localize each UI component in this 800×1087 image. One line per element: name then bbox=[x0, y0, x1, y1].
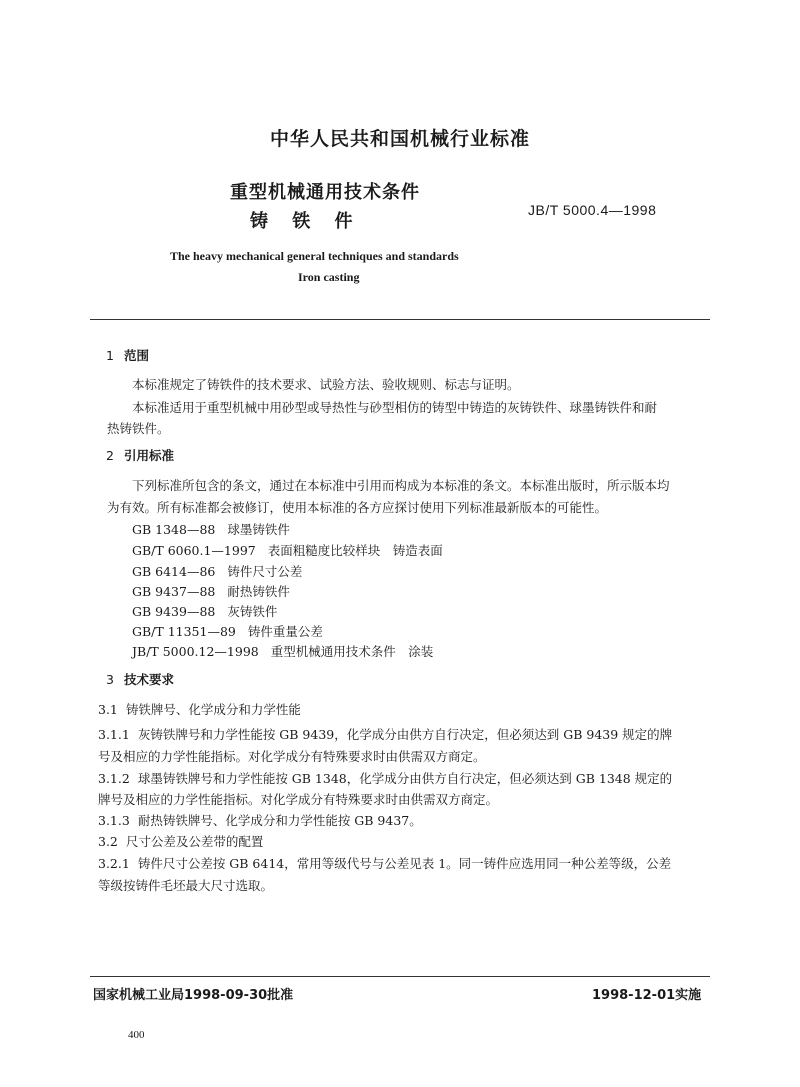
section-3-heading bbox=[106, 670, 174, 688]
clause-text: 铸件尺寸公差按 GB 6414，常用等级代号与公差见表 1。同一铸件应选用同一种公差等级，公差 bbox=[137, 856, 672, 871]
clause-continuation: 号及相应的力学性能指标。对化学成分有特殊要求时由供需双方商定。 bbox=[98, 749, 486, 764]
section-title: 范围 bbox=[123, 348, 149, 363]
section-number: 3 bbox=[106, 672, 114, 687]
standard-number: JB/T 5000.4—1998 bbox=[528, 202, 657, 218]
reference-item bbox=[132, 582, 290, 600]
clause-3-1 bbox=[98, 700, 301, 718]
document-title: 重型机械通用技术条件 bbox=[230, 182, 420, 203]
clause-text: 铸铁牌号、化学成分和力学性能 bbox=[125, 702, 301, 717]
clause-text: 球墨铸铁牌号和力学性能按 GB 1348，化学成分由供方自行决定，但必须达到 GB 1348 规定的 bbox=[137, 771, 673, 786]
reference-item bbox=[132, 520, 290, 538]
reference-code: GB/T 6060.1—1997 bbox=[132, 543, 256, 558]
clause-number: 3.1.2 bbox=[98, 771, 130, 786]
section-2-heading bbox=[106, 446, 174, 464]
reference-item bbox=[132, 541, 443, 559]
document-subtitle: 铸 铁 件 bbox=[250, 211, 355, 232]
reference-title: 灰铸铁件 bbox=[227, 604, 278, 619]
paragraph-continuation: 为有效。所有标准都会被修订，使用本标准的各方应探讨使用下列标准最新版本的可能性。 bbox=[107, 500, 608, 515]
section-title: 技术要求 bbox=[123, 672, 174, 687]
clause-number: 3.2.1 bbox=[98, 856, 130, 871]
section-title: 引用标准 bbox=[123, 448, 174, 463]
english-subtitle: Iron casting bbox=[298, 270, 360, 284]
reference-code: GB/T 11351—89 bbox=[132, 624, 236, 639]
reference-code: GB 9437—88 bbox=[132, 584, 216, 599]
page-number: 400 bbox=[128, 1029, 145, 1041]
clause-text: 尺寸公差及公差带的配置 bbox=[125, 834, 264, 849]
paragraph-continuation: 热铸铁件。 bbox=[107, 421, 170, 436]
clause-number: 3.1.3 bbox=[98, 813, 130, 828]
reference-title: 重型机械通用技术条件 涂装 bbox=[270, 644, 434, 659]
clause-3-2-1 bbox=[98, 854, 671, 872]
reference-item bbox=[132, 602, 277, 620]
reference-code: JB/T 5000.12—1998 bbox=[132, 644, 259, 659]
reference-item bbox=[132, 622, 323, 640]
reference-code: GB 1348—88 bbox=[132, 522, 216, 537]
clause-number: 3.1.1 bbox=[98, 727, 130, 742]
paragraph: 本标准适用于重型机械中用砂型或导热性与砂型相仿的铸型中铸造的灰铸铁件、球墨铸铁件和耐 bbox=[132, 400, 658, 415]
english-title: The heavy mechanical general techniques and standards bbox=[170, 249, 459, 263]
clause-3-1-2 bbox=[98, 769, 672, 787]
header-divider bbox=[90, 319, 710, 320]
section-number: 2 bbox=[106, 448, 114, 463]
reference-title: 铸件尺寸公差 bbox=[227, 564, 303, 579]
reference-code: GB 9439—88 bbox=[132, 604, 216, 619]
reference-title: 铸件重量公差 bbox=[247, 624, 323, 639]
clause-continuation: 等级按铸件毛坯最大尺寸选取。 bbox=[98, 878, 274, 893]
reference-code: GB 6414—86 bbox=[132, 564, 216, 579]
clause-text: 耐热铸铁牌号、化学成分和力学性能按 GB 9437。 bbox=[137, 813, 422, 828]
implementation-date: 1998-12-01实施 bbox=[592, 988, 702, 1003]
section-1-heading bbox=[106, 346, 149, 364]
clause-number: 3.2 bbox=[98, 834, 118, 849]
paragraph: 下列标准所包含的条文，通过在本标准中引用而构成为本标准的条文。本标准出版时，所示版本均 bbox=[132, 478, 670, 493]
clause-number: 3.1 bbox=[98, 702, 118, 717]
reference-item bbox=[132, 642, 433, 660]
clause-continuation: 牌号及相应的力学性能指标。对化学成分有特殊要求时由供需双方商定。 bbox=[98, 792, 499, 807]
clause-3-2 bbox=[98, 832, 263, 850]
approval-date: 国家机械工业局1998-09-30批准 bbox=[93, 988, 294, 1003]
clause-3-1-3 bbox=[98, 811, 422, 829]
footer-divider bbox=[90, 976, 710, 977]
clause-3-1-1 bbox=[98, 725, 672, 743]
clause-text: 灰铸铁牌号和力学性能按 GB 9439，化学成分由供方自行决定，但必须达到 GB 9439 规定的牌 bbox=[137, 727, 673, 742]
issuing-body-title: 中华人民共和国机械行业标准 bbox=[269, 128, 530, 150]
paragraph: 本标准规定了铸铁件的技术要求、试验方法、验收规则、标志与证明。 bbox=[132, 377, 520, 392]
reference-item bbox=[132, 562, 302, 580]
reference-title: 耐热铸铁件 bbox=[227, 584, 290, 599]
reference-title: 球墨铸铁件 bbox=[227, 522, 290, 537]
section-number: 1 bbox=[106, 348, 114, 363]
reference-title: 表面粗糙度比较样块 铸造表面 bbox=[267, 543, 443, 558]
